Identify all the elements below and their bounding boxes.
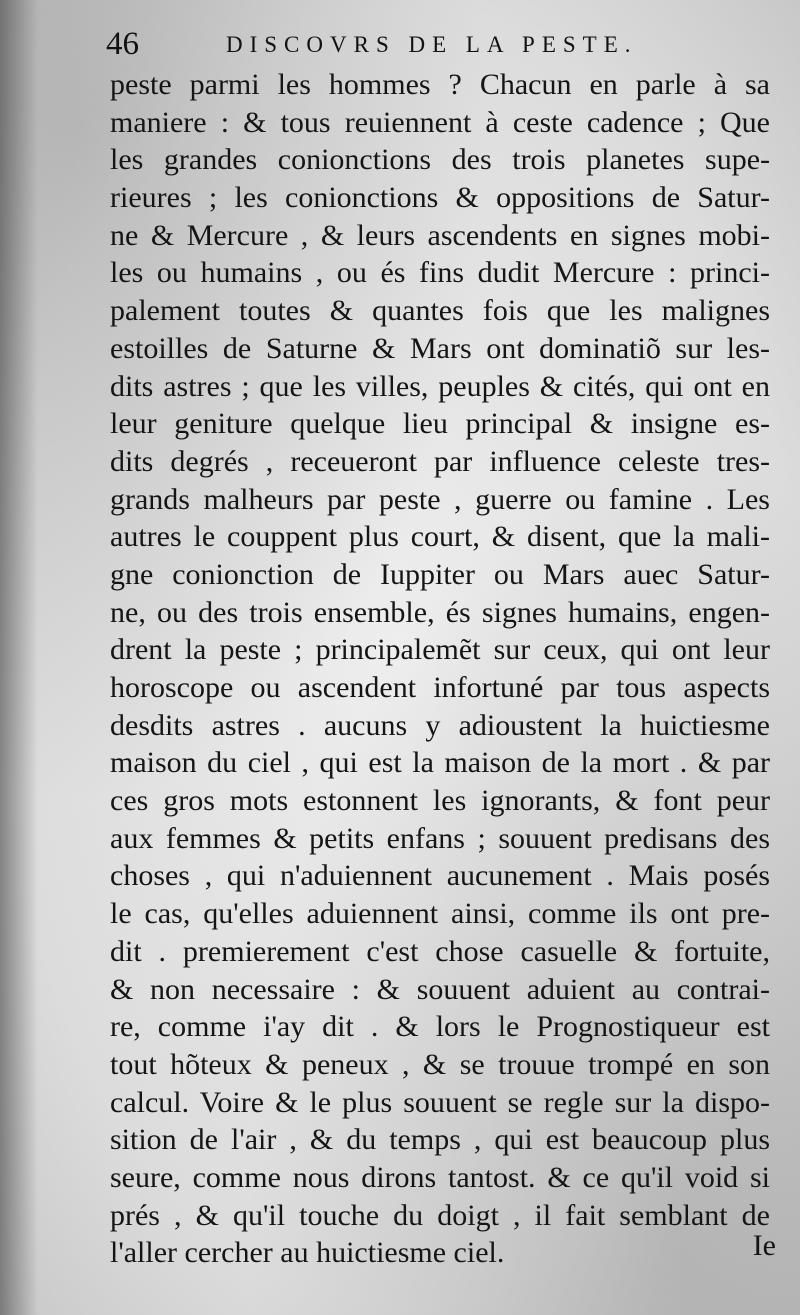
catchword: Ie [752,1229,776,1262]
text-line: le cas, qu'elles aduiennent ainsi, comme ils ont pre- [110,897,770,931]
text-line: desdits astres . aucuns y adioustent la huictiesme [110,708,770,742]
text-line: maniere : & tous reuiennent à ceste cadence ; Que [110,105,770,139]
text-line: gne conionction de Iuppiter ou Mars auec Satur- [110,557,770,591]
text-line: autres le couppent plus court, & disent, que la mali- [110,520,770,554]
text-line: les grandes conionctions des trois planetes supe- [110,143,770,177]
text-line: grands malheurs par peste , guerre ou famine . Les [110,482,770,516]
text-line: rieures ; les conionctions & oppositions de Satur- [110,181,770,215]
text-line: leur geniture quelque lieu principal & insigne es- [110,407,770,441]
text-line: drent la peste ; principalemẽt sur ceux, qui ont leur [110,633,770,667]
page-number: 46 [106,26,139,62]
body-text [110,66,770,1272]
gutter-shadow [0,0,38,1315]
text-line: horoscope ou ascendent infortuné par tous aspects [110,671,770,704]
text-line: dits degrés , receueront par influence celeste tres- [110,444,770,478]
text-line: peste parmi les hommes ? Chacun en parle à sa [110,68,770,101]
text-line: l'aller cercher au huictiesme ciel. [110,1236,505,1270]
text-line: calcul. Voire & le plus souuent se regle sur la dispo- [110,1085,770,1119]
text-line: aux femmes & petits enfans ; souuent predisans des [110,821,770,855]
running-head: DISCOVRS DE LA PESTE. [226,32,638,57]
text-line: estoilles de Saturne & Mars ont dominatiõ sur les- [110,331,770,365]
text-line: dits astres ; que les villes, peuples & cités, qui ont en [110,369,770,403]
text-line: seure, comme nous dirons tantost. & ce qu'il void si [110,1160,770,1194]
text-line: re, comme i'ay dit . & lors le Prognostiqueur est [110,1010,770,1044]
text-line: ces gros mots estonnent les ignorants, & font peur [110,784,770,818]
text-line: sition de l'air , & du temps , qui est beaucoup plus [110,1123,770,1157]
text-line: tout hõteux & peneux , & se trouue trompé en son [110,1047,770,1081]
page-header [106,24,696,64]
text-line: ne, ou des trois ensemble, és signes humains, engen- [110,595,770,629]
text-line: dit . premierement c'est chose casuelle & fortuite, [110,934,770,968]
text-line: choses , qui n'aduiennent aucunement . Mais posés [110,859,770,893]
text-line: maison du ciel , qui est la maison de la mort . & par [110,746,770,780]
text-line: prés , & qu'il touche du doigt , il fait semblant de [110,1198,770,1232]
text-line: & non necessaire : & souuent aduient au contrai- [110,972,770,1006]
text-line: les ou humains , ou és fins dudit Mercure : princi- [110,256,770,290]
text-line: ne & Mercure , & leurs ascendents en signes mobi- [110,218,770,252]
text-line: palement toutes & quantes fois que les malignes [110,294,770,328]
